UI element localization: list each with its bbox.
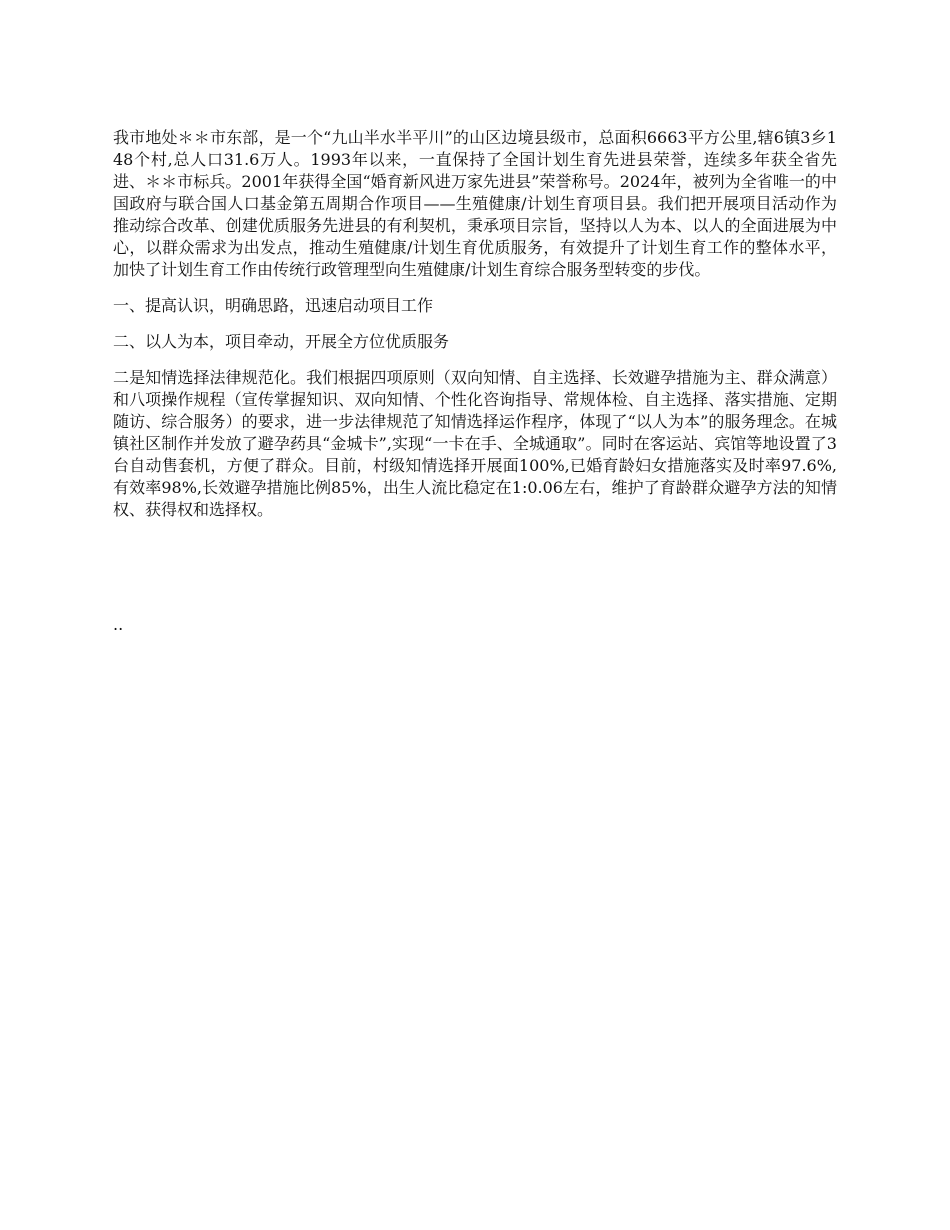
page-end-mark: .. bbox=[113, 615, 124, 634]
section-heading-1: 一、提高认识，明确思路，迅速启动项目工作 bbox=[113, 296, 434, 315]
document-body bbox=[113, 127, 837, 535]
section-heading-2: 二、以人为本，项目牵动，开展全方位优质服务 bbox=[113, 332, 450, 351]
service-paragraph: 二是知情选择法律规范化。我们根据四项原则（双向知情、自主选择、长效避孕措施为主、群众满意）和八项操作规程（宣传掌握知识、双向知情、个性化咨询指导、常规体检、自主选择、落实措施、定期随访、综合服务）的要求，进一步法律规范了知情选择运作程序，体现了“以人为本”的服务理念。在城镇社区制作并发放了避孕药具“金城卡”,实现“一卡在手、全城通取”。同时在客运站、宾馆等地设置了3台自动售套机，方便了群众。目前，村级知情选择开展面100%,已婚育龄妇女措施落实及时率97.6%,有效率98%,长效避孕措施比例85%，出生人流比稳定在1:0.06左右，维护了育龄群众避孕方法的知情权、获得权和选择权。 bbox=[113, 368, 837, 519]
intro-paragraph: 我市地处＊＊市东部，是一个“九山半水半平川”的山区边境县级市，总面积6663平方公里,辖6镇3乡148个村,总人口31.6万人。1993年以来，一直保持了全国计划生育先进县荣誉，连续多年获全省先进、＊＊市标兵。2001年获得全国“婚育新风进万家先进县”荣誉称号。2024年，被列为全省唯一的中国政府与联合国人口基金第五周期合作项目——生殖健康/计划生育项目县。我们把开展项目活动作为推动综合改革、创建优质服务先进县的有利契机，秉承项目宗旨，坚持以人为本、以人的全面进展为中心，以群众需求为出发点，推动生殖健康/计划生育优质服务，有效提升了计划生育工作的整体水平，加快了计划生育工作由传统行政管理型向生殖健康/计划生育综合服务型转变的步伐。 bbox=[113, 128, 837, 279]
